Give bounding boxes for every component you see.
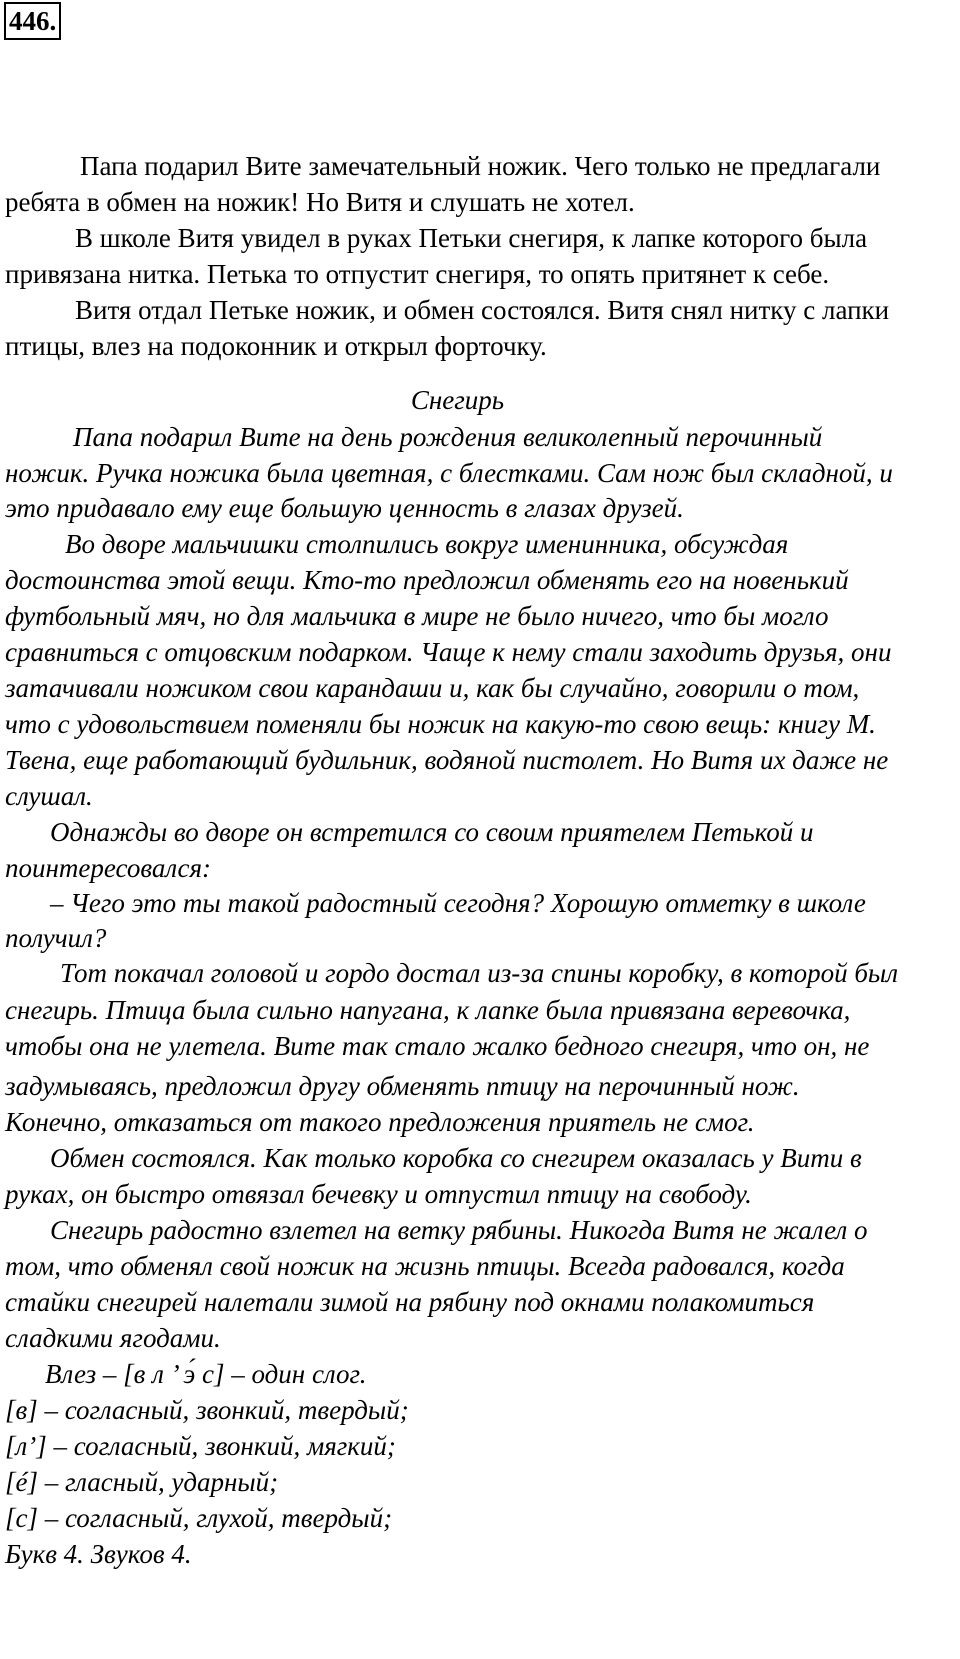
story-line: что с удовольствием поменяли бы ножик на какую-то свою вещь: книгу М.	[5, 709, 876, 739]
analysis-line: [л’] – согласный, звонкий, мягкий;	[5, 1431, 396, 1461]
story-line: Папа подарил Вите на день рождения великолепный перочинный	[73, 422, 823, 452]
story-line: – Чего это ты такой радостный сегодня? Хорошую отметку в школе	[50, 888, 866, 918]
story-line: Однажды во дворе он встретился со своим приятелем Петькой и	[50, 817, 814, 847]
story-line: Твена, еще работающий будильник, водяной пистолет. Но Витя их даже не	[5, 745, 889, 775]
story-line: слушал.	[5, 781, 93, 811]
story-line: поинтересовался:	[5, 853, 211, 883]
story-line: получил?	[5, 923, 107, 953]
story-line: Конечно, отказаться от такого предложения приятель не смог.	[5, 1107, 755, 1137]
analysis-summary: Букв 4. Звуков 4.	[5, 1539, 192, 1569]
analysis-line: [в] – согласный, звонкий, твердый;	[5, 1395, 409, 1425]
story-line: руках, он быстро отвязал бечевку и отпустил птицу на свободу.	[5, 1179, 752, 1209]
story-line: ножик. Ручка ножика была цветная, с блестками. Сам нож был складной, и	[5, 458, 893, 488]
story-line: задумываясь, предложил другу обменять птицу на перочинный нож.	[5, 1071, 800, 1101]
story-line: чтобы она не улетела. Вите так стало жалко бедного снегиря, что он, не	[5, 1031, 870, 1061]
story-line: Во дворе мальчишки столпились вокруг именинника, обсуждая	[65, 529, 789, 559]
story-line: это придавало ему еще большую ценность в глазах друзей.	[5, 493, 684, 523]
story-line: снегирь. Птица была сильно напугана, к лапке была привязана веревочка,	[5, 995, 851, 1025]
story-line: Снегирь радостно взлетел на ветку рябины. Никогда Витя не жалел о	[50, 1215, 868, 1245]
analysis-line: [é] – гласный, ударный;	[5, 1467, 279, 1497]
story-title: Снегирь	[410, 385, 505, 415]
analysis-heading: Влез – [в л ’ э́ с] – один слог.	[45, 1359, 367, 1389]
story-line: сладкими ягодами.	[5, 1323, 221, 1353]
story-line: затачивали ножиком свои карандаши и, как бы случайно, говорили о том,	[5, 673, 860, 703]
intro-line: Папа подарил Вите замечательный ножик. Чего только не предлагали	[80, 151, 881, 181]
intro-line: Витя отдал Петьке ножик, и обмен состоялся. Витя снял нитку с лапки	[75, 295, 890, 325]
story-line: Обмен состоялся. Как только коробка со снегирем оказалась у Вити в	[50, 1143, 862, 1173]
story-line: сравниться с отцовским подарком. Чаще к нему стали заходить друзья, они	[5, 637, 892, 667]
exercise-number: 446.	[4, 2, 61, 40]
intro-line: ребята в обмен на ножик! Но Витя и слушать не хотел.	[5, 187, 635, 217]
story-line: стайки снегирей налетали зимой на рябину под окнами полакомиться	[5, 1287, 815, 1317]
story-line: Тот покачал головой и гордо достал из-за спины коробку, в которой был	[60, 958, 898, 988]
intro-line: птицы, влез на подоконник и открыл форточку.	[5, 331, 547, 361]
story-line: том, что обменял свой ножик на жизнь птицы. Всегда радовался, когда	[5, 1251, 845, 1281]
analysis-line: [с] – согласный, глухой, твердый;	[5, 1503, 393, 1533]
story-line: футбольный мяч, но для мальчика в мире не было ничего, что бы могло	[5, 601, 829, 631]
intro-line: привязана нитка. Петька то отпустит снегиря, то опять притянет к себе.	[5, 259, 830, 289]
intro-line: В школе Витя увидел в руках Петьки снегиря, к лапке которого была	[75, 223, 868, 253]
story-line: достоинства этой вещи. Кто-то предложил обменять его на новенький	[5, 565, 849, 595]
